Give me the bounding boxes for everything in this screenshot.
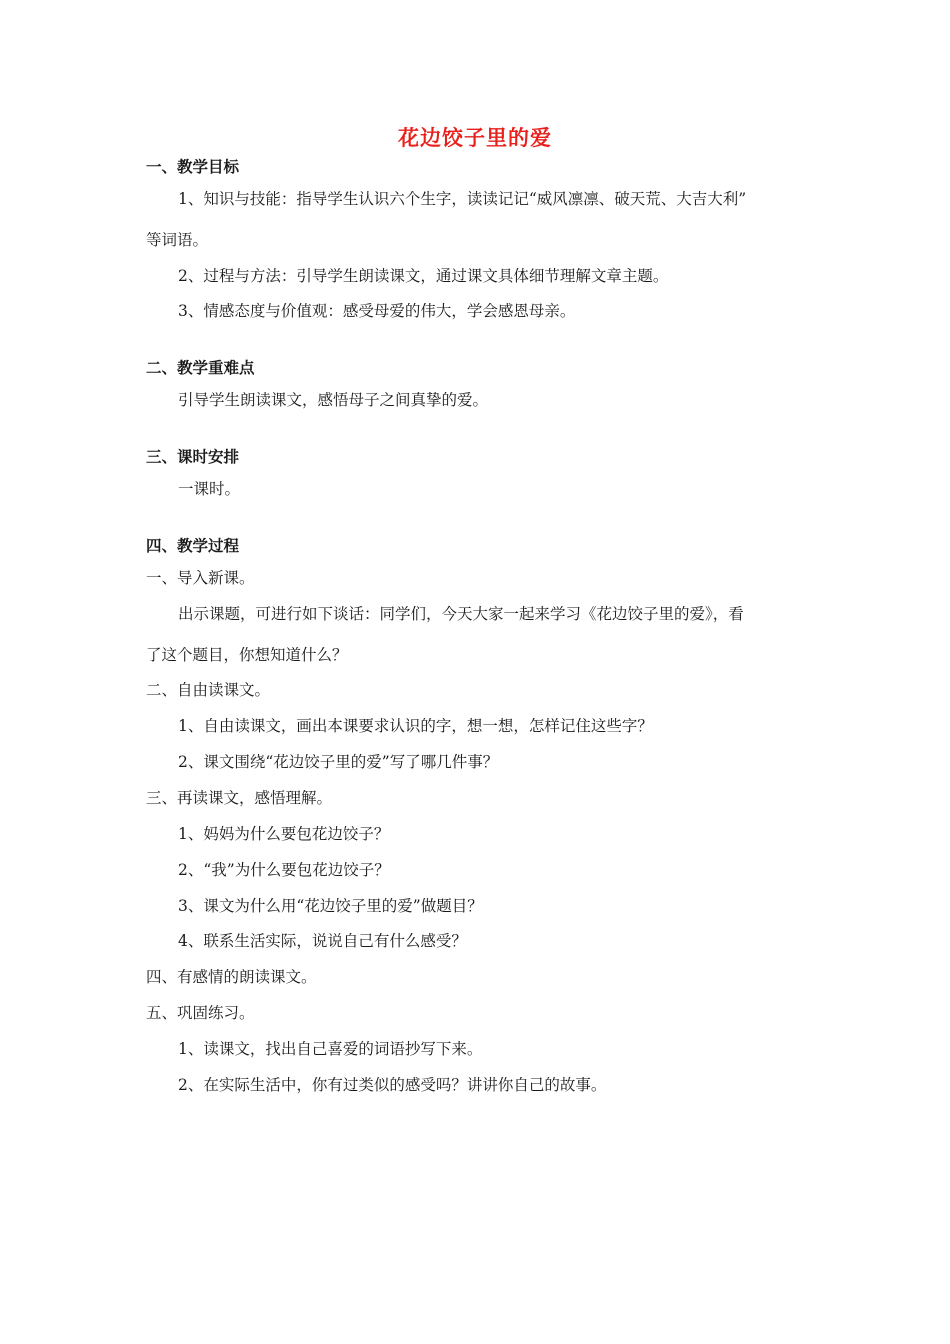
key-points-text: 引导学生朗读课文，感悟母子之间真挚的爱。 [178,391,489,409]
section-heading-goals: 一、教学目标 [146,158,240,176]
process-step-2-item-2: 2、课文围绕“花边饺子里的爱”写了哪几件事？ [178,753,499,771]
process-step-5-item-1: 1、读课文，找出自己喜爱的词语抄写下来。 [178,1040,483,1058]
process-step-3-item-2: 2、“我”为什么要包花边饺子？ [178,861,390,879]
schedule-text: 一课时。 [178,480,241,498]
goals-item-2: 2、过程与方法：引导学生朗读课文，通过课文具体细节理解文章主题。 [178,267,669,285]
section-heading-key-points: 二、教学重难点 [146,359,255,377]
process-step-3-title: 三、再读课文，感悟理解。 [146,789,333,807]
process-step-1-text-line-1: 出示课题，可进行如下谈话：同学们，今天大家一起来学习《花边饺子里的爱》，看 [178,605,744,623]
document-title: 花边饺子里的爱 [398,126,552,150]
process-step-3-item-1: 1、妈妈为什么要包花边饺子？ [178,825,390,843]
process-step-2-item-1: 1、自由读课文，画出本课要求认识的字，想一想，怎样记住这些字？ [178,717,653,735]
process-step-1-text-line-2: 了这个题目，你想知道什么？ [146,646,348,664]
goals-item-1-line-1: 1、知识与技能：指导学生认识六个生字，读读记记“威风凛凛、破天荒、大吉大利” [178,190,747,208]
process-step-1-title: 一、导入新课。 [146,569,255,587]
process-step-2-title: 二、自由读课文。 [146,681,271,699]
process-step-4-title: 四、有感情的朗读课文。 [146,968,317,986]
process-step-3-item-4: 4、联系生活实际，说说自己有什么感受？ [178,932,467,950]
process-step-3-item-3: 3、课文为什么用“花边饺子里的爱”做题目？ [178,897,483,915]
goals-item-1-line-2: 等词语。 [146,231,209,249]
process-step-5-item-2: 2、在实际生活中，你有过类似的感受吗？讲讲你自己的故事。 [178,1076,607,1094]
section-heading-schedule: 三、课时安排 [146,448,240,466]
goals-item-3: 3、情感态度与价值观：感受母爱的伟大，学会感恩母亲。 [178,302,576,320]
section-heading-process: 四、教学过程 [146,537,240,555]
process-step-5-title: 五、巩固练习。 [146,1004,255,1022]
